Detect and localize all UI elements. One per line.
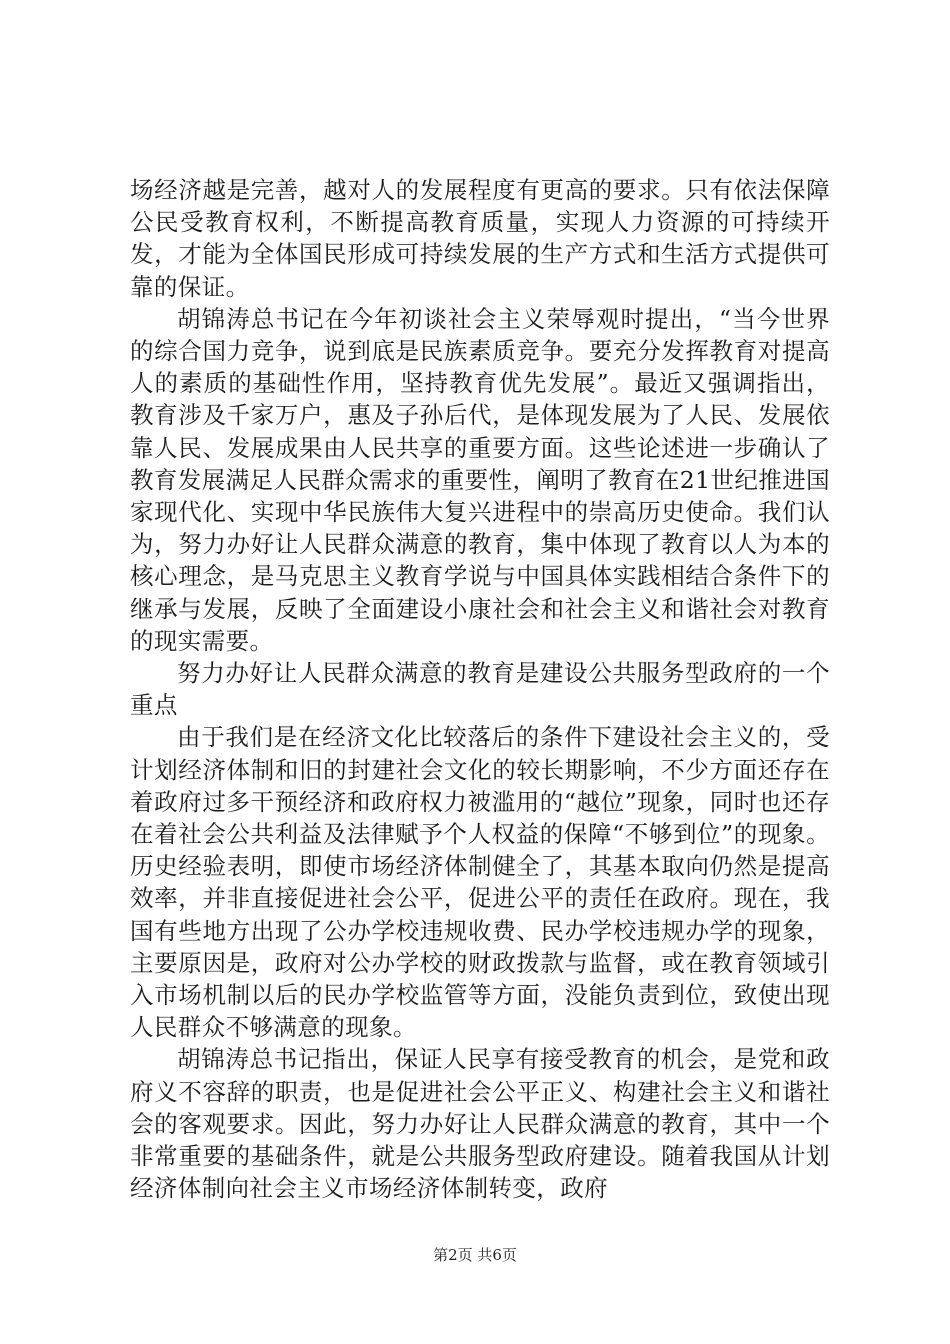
section-heading: 努力办好让人民群众满意的教育是建设公共服务型政府的一个重点 xyxy=(130,659,830,720)
paragraph-2: 胡锦涛总书记在今年初谈社会主义荣辱观时提出，“当今世界的综合国力竞争，说到底是民族素质竞争。要充分发挥教育对提高人的素质的基础性作用，坚持教育优先发展”。最近又强调指出，教育涉及千家万户，惠及子孙后代，是体现发展为了人民、发展依靠人民、发展成果由人民共享的重要方面。这些论述进一步确认了教育发展满足人民群众需求的重要性，阐明了教育在21世纪推进国家现代化、实现中华民族伟大复兴进程中的崇高历史使命。我们认为，努力办好让人民群众满意的教育，集中体现了教育以人为本的核心理念，是马克思主义教育学说与中国具体实践相结合条件下的继承与发展，反映了全面建设小康社会和社会主义和谐社会对教育的现实需要。 xyxy=(130,304,830,655)
paragraph-1: 场经济越是完善，越对人的发展程度有更高的要求。只有依法保障公民受教育权利，不断提高教育质量，实现人力资源的可持续开发，才能为全体国民形成可持续发展的生产方式和生活方式提供可靠的保证。 xyxy=(130,176,830,301)
page-number-footer: 第2页 共6页 xyxy=(433,1246,517,1264)
document-body xyxy=(130,174,830,1205)
paragraph-3: 由于我们是在经济文化比较落后的条件下建设社会主义的，受计划经济体制和旧的封建社会文化的较长期影响，不少方面还存在着政府过多干预经济和政府权力被滥用的“越位”现象，同时也还存在着社会公共利益及法律赋予个人权益的保障“不够到位”的现象。历史经验表明，即使市场经济体制健全了，其基本取向仍然是提高效率，并非直接促进社会公平，促进公平的责任在政府。现在，我国有些地方出现了公办学校违规收费、民办学校违规办学的现象，主要原因是，政府对公办学校的财政拨款与监督，或在教育领域引入市场机制以后的民办学校监管等方面，没能负责到位，致使出现人民群众不够满意的现象。 xyxy=(130,723,830,1042)
paragraph-4: 胡锦涛总书记指出，保证人民享有接受教育的机会，是党和政府义不容辞的职责，也是促进社会公平正义、构建社会主义和谐社会的客观要求。因此，努力办好让人民群众满意的教育，其中一个非常重要的基础条件，就是公共服务型政府建设。随着我国从计划经济体制向社会主义市场经济体制转变，政府 xyxy=(130,1045,830,1203)
